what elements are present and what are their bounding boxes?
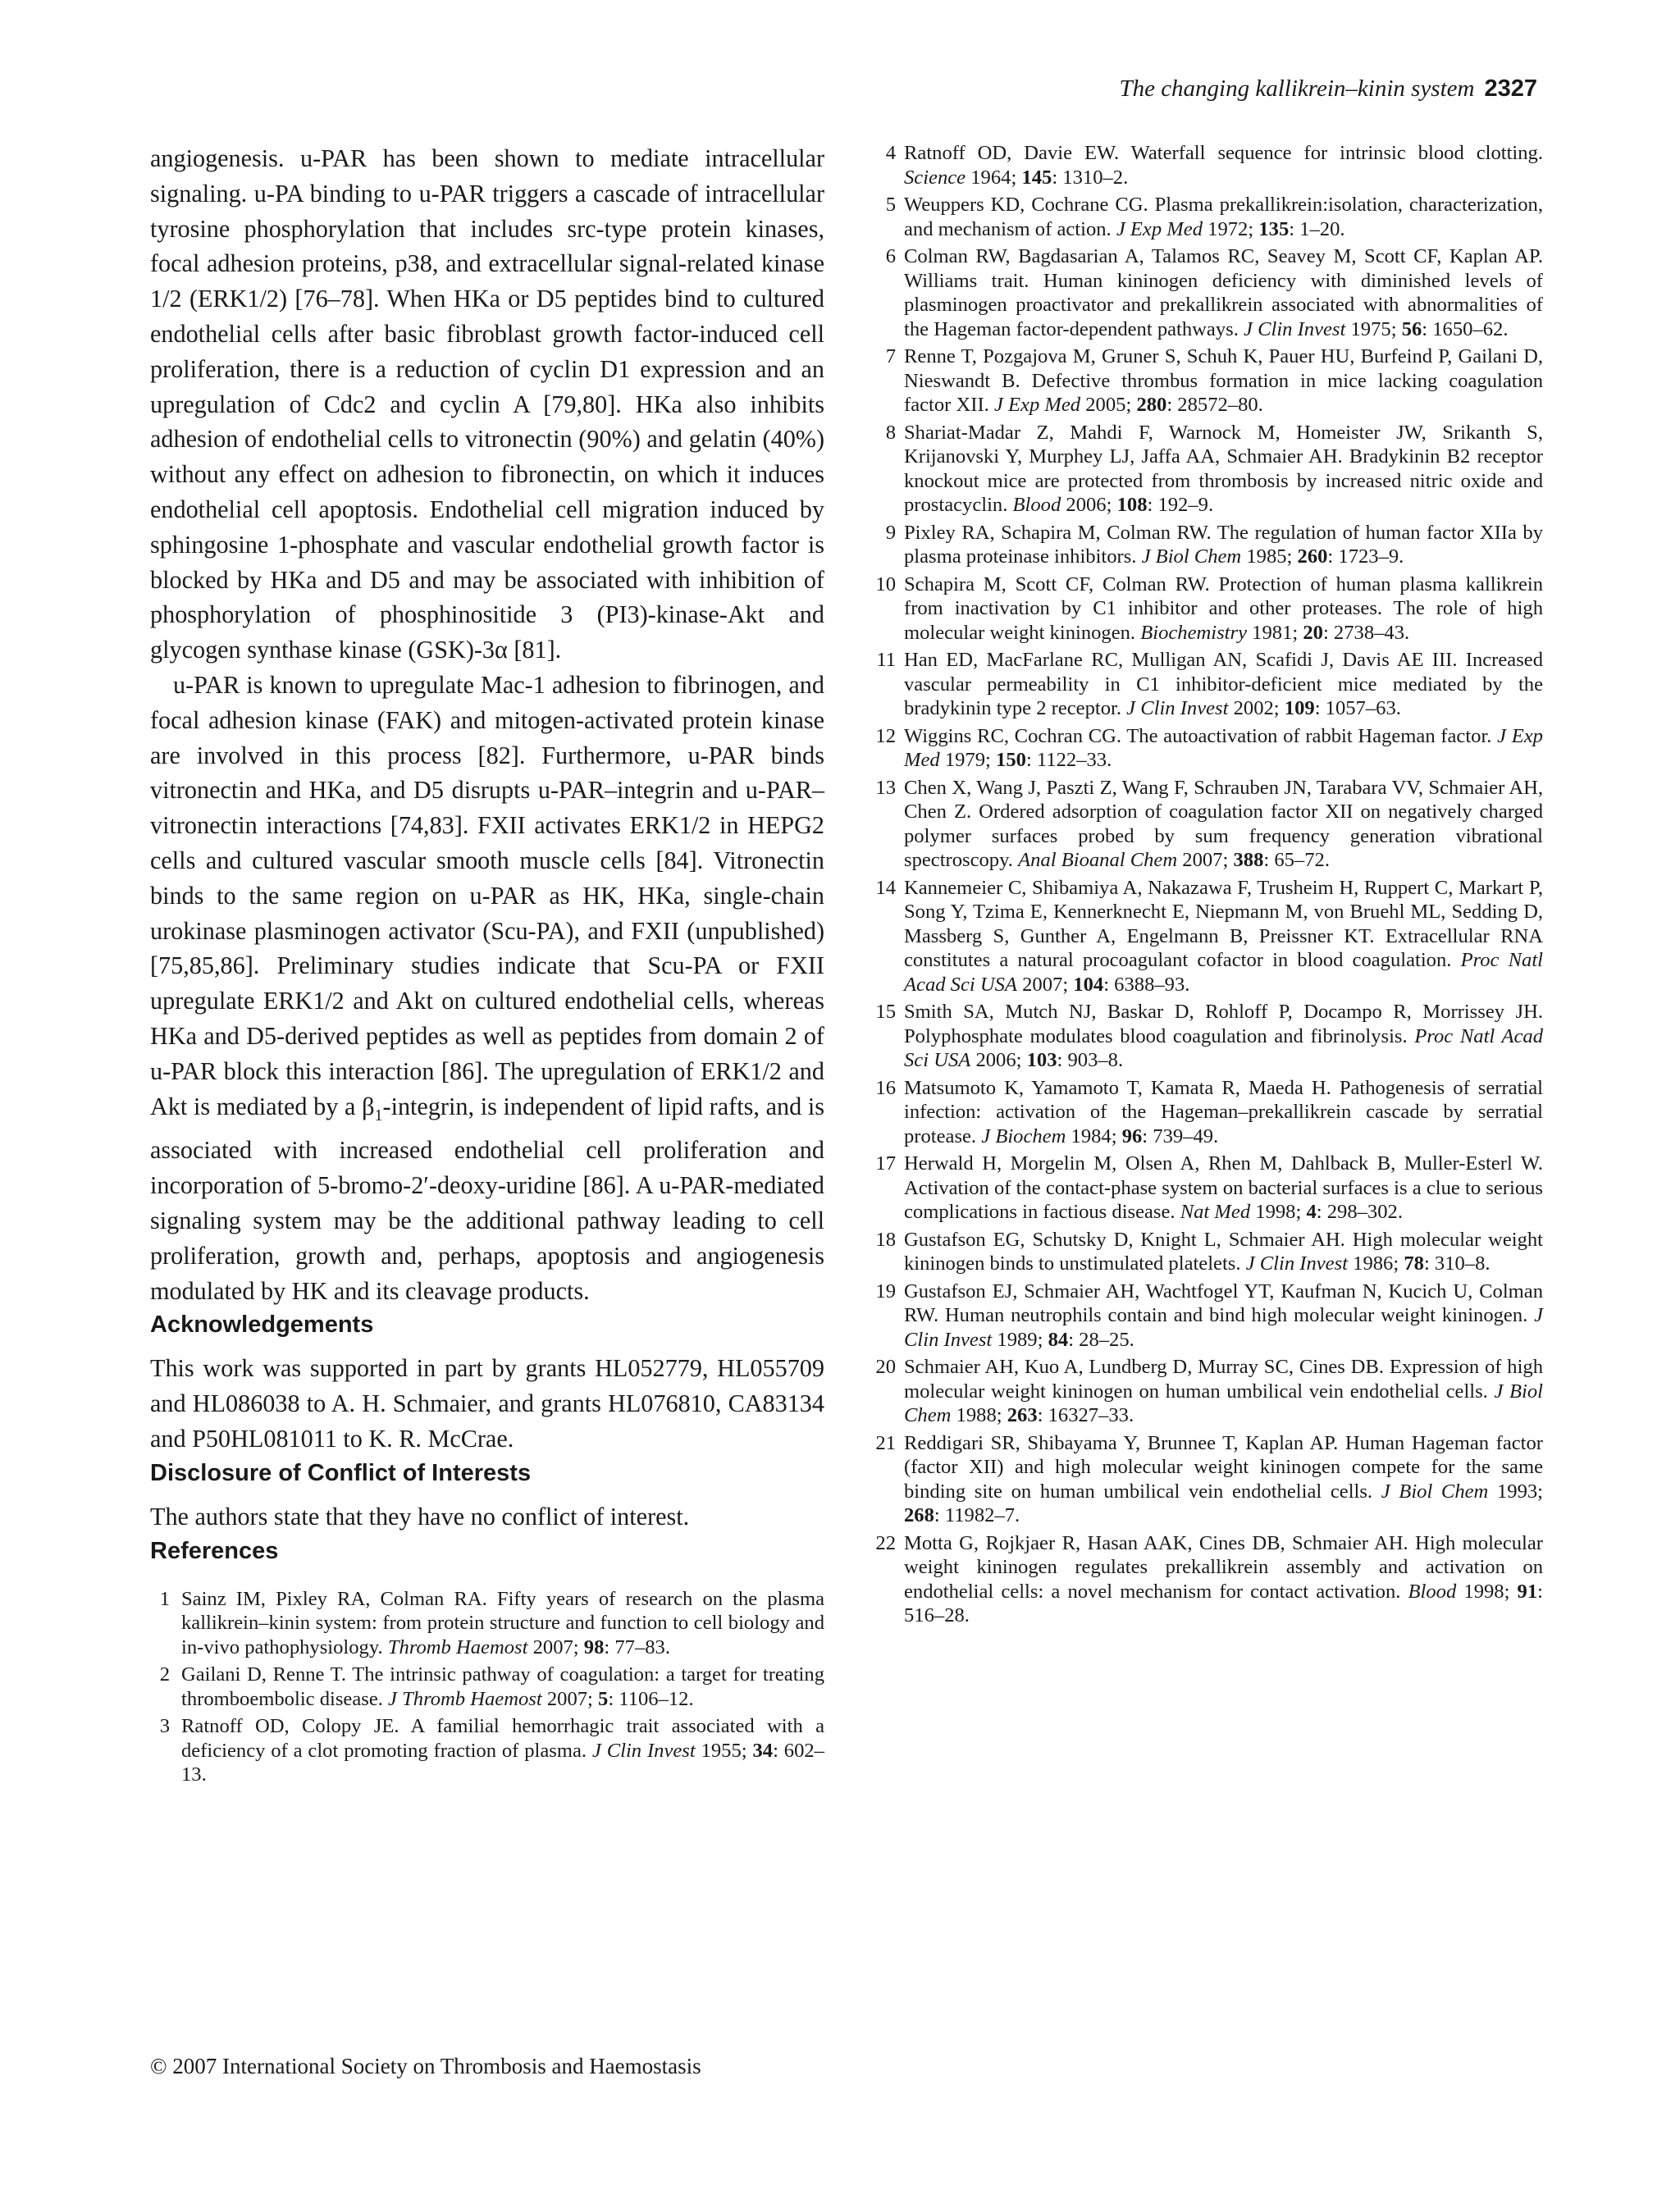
reference-item [873,244,1543,341]
reference-year: 1981; [1252,621,1299,644]
reference-journal: J Exp Med [993,394,1081,416]
reference-pages: : 1–20. [1289,217,1345,240]
reference-authors-title: Ratnoff OD, Davie EW. Waterfall sequence for intrinsic blood clotting. [904,142,1543,164]
reference-authors-title: Motta G, Rojkjaer R, Hasan AAK, Cines DB, Schmaier AH. High molecular weight kininogen regulates prekallikrein assembly and activation on endothelial cells: a novel mechanism for contact activation. [904,1531,1543,1603]
reference-number: 19 [875,1280,896,1302]
reference-volume: 96 [1121,1125,1143,1147]
reference-authors-title: Matsumoto K, Yamamoto T, Kamata R, Maeda H. Pathogenesis of serratial infection: activation of the Hageman–prekallikrein cascade by serratial protease. [904,1076,1543,1147]
reference-number: 10 [875,573,896,595]
reference-number: 22 [875,1531,896,1554]
reference-year: 1989; [997,1328,1043,1351]
reference-journal: J Clin Invest [1244,317,1346,340]
reference-authors-title: Schmaier AH, Kuo A, Lundberg D, Murray SC, Cines DB. Expression of high molecular weight kininogen on human umbilical vein endothelial cells. [904,1356,1543,1403]
reference-item [873,1228,1543,1276]
reference-number: 14 [875,876,896,899]
reference-year: 1972; [1208,217,1254,240]
reference-number: 8 [885,421,896,444]
reference-number: 11 [876,649,896,671]
reference-volume: 263 [1007,1404,1038,1426]
reference-number: 1 [159,1587,170,1610]
reference-number: 2 [159,1663,170,1686]
reference-year: 1998; [1255,1201,1302,1223]
reference-volume: 5 [598,1687,609,1710]
reference-journal: J Exp Med [904,724,1543,771]
reference-number: 4 [885,142,896,164]
reference-journal: Blood [1012,494,1061,516]
reference-volume: 280 [1136,394,1167,416]
reference-volume: 103 [1026,1049,1057,1071]
reference-item [873,141,1543,189]
running-title: The changing kallikrein–kinin system [1119,75,1475,102]
copyright-footer: © 2007 International Society on Thrombosis and Haemostasis [150,2054,701,2078]
reference-journal: J Exp Med [1116,217,1203,240]
reference-journal: J Clin Invest [904,1304,1543,1351]
reference-journal: Proc Natl Acad Sci USA [904,949,1543,996]
reference-pages: : 1106–12. [608,1687,694,1710]
reference-authors-title: Colman RW, Bagdasarian A, Talamos RC, Seavey M, Scott CF, Kaplan AP. Williams trait. Human kininogen deficiency with diminished levels of plasminogen proactivator and prekallikrein associated with abnormalities of the Hageman factor-dependent pathways. [904,245,1543,340]
reference-year: 1993; [1496,1480,1543,1503]
reference-year: 1975; [1350,317,1397,340]
reference-year: 1979; [944,749,991,771]
reference-volume: 145 [1021,166,1052,189]
reference-pages: : 298–302. [1316,1201,1403,1223]
reference-number: 16 [875,1076,896,1099]
reference-year: 2007; [532,1635,579,1658]
reference-journal: J Biochem [981,1125,1066,1147]
reference-list-left [150,1587,824,1787]
reference-number: 5 [885,194,896,216]
reference-authors-title: Han ED, MacFarlane RC, Mulligan AN, Scafidi J, Davis AE III. Increased vascular permeability in C1 inhibitor-deficient mice mediated by the bradykinin type 2 receptor. [904,649,1543,719]
reference-number: 18 [875,1228,896,1251]
reference-year: 2007; [1022,973,1069,996]
reference-journal: Science [904,166,966,189]
reference-journal: J Biol Chem [1381,1480,1489,1503]
reference-authors-title: Weuppers KD, Cochrane CG. Plasma prekallikrein:isolation, characterization, and mechanism of action. [904,194,1543,240]
reference-number: 7 [885,345,896,367]
reference-number: 17 [875,1152,896,1175]
acknowledgements-text: This work was supported in part by grants HL052779, HL055709 and HL086038 to A. H. Schmaier, and grants HL076810, CA83134 and P50HL081011 to K. R. McCrae. [150,1354,824,1453]
reference-item [873,876,1543,997]
reference-year: 2006; [1066,494,1112,516]
body-paragraph: angiogenesis. u-PAR has been shown to mediate intracellular signaling. u-PA binding to u-PAR triggers a cascade of intracellular tyrosine phosphorylation that includes src-type protein kinases, focal adhesion proteins, p38, and extracellular signal-related kinase 1/2 (ERK1/2) [76–78]. When HKa or D5 peptides bind to cultured endothelial cells after basic fibroblast growth factor-induced cell proliferation, there is a reduction of cyclin D1 expression and an upregulation of Cdc2 and cyclin A [79,80]. HKa also inhibits adhesion of endothelial cells to vitronectin (90%) and gelatin (40%) without any effect on adhesion to fibronectin, on which it induces endothelial cell apoptosis. Endothelial cell migration induced by sphingosine 1-phosphate and vascular endothelial growth factor is blocked by HKa and D5 and may be associated with inhibition of phosphorylation of phosphinositide 3 (PI3)-kinase-Akt and glycogen synthase kinase (GSK)-3α [81]. [150,144,824,664]
reference-authors-title: Kannemeier C, Shibamiya A, Nakazawa F, Trusheim H, Ruppert C, Markart P, Song Y, Tzima E, Kennerknecht E, Niepmann M, von Bruehl ML, Sedding D, Massberg S, Gunther A, Engelmann B, Preissner KT. Extracellular RNA constitutes a natural procoagulant cofactor in blood coagulation. [904,876,1543,971]
reference-authors-title: Renne T, Pozgajova M, Gruner S, Schuh K, Pauer HU, Burfeind P, Gailani D, Nieswandt B. Defective thrombus formation in mice lacking coagulation factor XII. [904,345,1543,416]
reference-journal: Blood [1408,1580,1457,1603]
reference-journal: Thromb Haemost [387,1635,528,1658]
reference-authors-title: Gustafson EJ, Schmaier AH, Wachtfogel YT, Kaufman N, Kucich U, Colman RW. Human neutrophils contain and bind high molecular weight kininogen. [904,1280,1543,1326]
reference-authors-title: Schapira M, Scott CF, Colman RW. Protection of human plasma kallikrein from inactivation by C1 inhibitor and other proteases. The role of high molecular weight kininogen. [904,573,1543,644]
reference-pages: : 28572–80. [1166,394,1263,416]
reference-pages: : 16327–33. [1037,1404,1134,1426]
reference-number: 9 [885,521,896,544]
reference-volume: 4 [1306,1201,1317,1223]
reference-journal: Nat Med [1180,1201,1251,1223]
reference-volume: 104 [1073,973,1104,996]
reference-authors-title: Smith SA, Mutch NJ, Baskar D, Rohloff P, Docampo R, Morrissey JH. Polyphosphate modulates blood coagulation and fibrinolysis. [904,1001,1543,1047]
reference-journal: J Thromb Haemost [388,1687,542,1710]
reference-year: 1955; [701,1739,747,1762]
reference-number: 15 [875,1001,896,1023]
reference-item [873,421,1543,518]
reference-volume: 56 [1401,317,1422,340]
reference-journal: J Clin Invest [591,1739,696,1762]
reference-item [873,1355,1543,1428]
reference-pages: : 11982–7. [934,1504,1020,1526]
reference-volume: 388 [1233,849,1264,871]
reference-volume: 268 [904,1504,934,1526]
references-heading: References [150,1537,279,1564]
reference-item [873,724,1543,773]
reference-authors-title: Pixley RA, Schapira M, Colman RW. The regulation of human factor XIIa by plasma proteinase inhibitors. [904,521,1543,568]
reference-item [873,1531,1543,1628]
running-head [1119,75,1537,103]
reference-item [873,573,1543,646]
conflict-text: The authors state that they have no conflict of interest. [150,1502,690,1531]
reference-volume: 98 [583,1635,605,1658]
reference-pages: : 310–8. [1423,1252,1491,1275]
reference-item [150,1714,824,1787]
reference-authors-title: Reddigari SR, Shibayama Y, Brunnee T, Kaplan AP. Human Hageman factor (factor XII) and high molecular weight kininogen compete for the same binding site on human umbilical vein endothelial cells. [904,1431,1543,1503]
reference-journal: Biochemistry [1140,621,1248,644]
reference-year: 2005; [1085,394,1132,416]
reference-year: 2007; [546,1687,593,1710]
reference-volume: 91 [1517,1580,1538,1603]
reference-pages: : 602–13. [181,1739,824,1786]
reference-number: 12 [875,724,896,747]
reference-volume: 260 [1297,545,1328,568]
reference-journal: Anal Bioanal Chem [1018,849,1178,871]
reference-year: 1988; [956,1404,1002,1426]
reference-volume: 109 [1284,697,1315,719]
reference-pages: : 28–25. [1068,1328,1134,1351]
right-column [873,141,1543,1631]
reference-pages: : 77–83. [604,1635,670,1658]
reference-year: 1998; [1463,1580,1510,1603]
reference-list-right [873,141,1543,1628]
conflict-heading: Disclosure of Conflict of Interests [150,1459,532,1486]
acknowledgements-heading: Acknowledgements [150,1312,374,1339]
reference-pages: : 192–9. [1147,494,1214,516]
reference-number: 20 [875,1356,896,1378]
reference-journal: Proc Natl Acad Sci USA [904,1024,1543,1071]
left-column [150,141,824,1791]
reference-year: 1986; [1353,1252,1399,1275]
reference-year: 1964; [970,166,1017,189]
reference-journal: J Clin Invest [1126,697,1229,719]
reference-volume: 78 [1404,1252,1424,1275]
reference-item [873,1000,1543,1073]
reference-pages: : 1122–33. [1025,749,1112,771]
reference-item [873,1280,1543,1353]
reference-number: 13 [875,776,896,799]
reference-volume: 84 [1048,1328,1069,1351]
reference-pages: : 6388–93. [1103,973,1190,996]
reference-item [873,648,1543,721]
reference-pages: : 65–72. [1263,849,1330,871]
reference-journal: J Clin Invest [1245,1252,1348,1275]
acknowledgements-section [150,1351,824,1456]
reference-volume: 20 [1303,621,1323,644]
reference-year: 1984; [1071,1125,1117,1147]
reference-item [873,193,1543,241]
reference-volume: 150 [996,749,1026,771]
reference-volume: 34 [752,1739,774,1762]
reference-year: 2007; [1182,849,1229,871]
reference-pages: : 2738–43. [1322,621,1410,644]
reference-authors-title: Ratnoff OD, Colopy JE. A familial hemorrhagic trait associated with a deficiency of a clot promoting fraction of plasma. [181,1715,824,1762]
reference-item [873,344,1543,417]
reference-authors-title: Shariat-Madar Z, Mahdi F, Warnock M, Homeister JW, Srikanth S, Krijanovski Y, Murphey LJ, Jaffa AA, Schmaier AH. Bradykinin B2 receptor knockout mice are protected from thrombosis by increased nitric oxide and prostacyclin. [904,421,1543,516]
reference-pages: : 1310–2. [1052,166,1129,189]
reference-authors-title: Gustafson EG, Schutsky D, Knight L, Schmaier AH. High molecular weight kininogen binds to unstimulated platelets. [904,1228,1543,1275]
reference-number: 3 [159,1715,170,1738]
reference-pages: : 516–28. [904,1580,1543,1626]
reference-year: 1985; [1246,545,1293,568]
reference-pages: : 1057–63. [1314,697,1401,719]
reference-year: 2006; [975,1049,1022,1071]
reference-year: 2002; [1233,697,1280,719]
reference-authors-title: Wiggins RC, Cochran CG. The autoactivation of rabbit Hageman factor. [904,724,1492,747]
reference-item [873,1152,1543,1225]
page-number: 2327 [1484,75,1537,102]
reference-volume: 135 [1258,217,1290,240]
reference-item [873,1076,1543,1149]
reference-journal: J Biol Chem [904,1380,1543,1426]
reference-pages: : 903–8. [1057,1049,1124,1071]
reference-pages: : 1723–9. [1327,545,1404,568]
reference-authors-title: Gailani D, Renne T. The intrinsic pathway of coagulation: a target for treating thromboembolic disease. [181,1663,824,1710]
reference-pages: : 1650–62. [1422,317,1509,340]
reference-authors-title: Chen X, Wang J, Paszti Z, Wang F, Schrauben JN, Tarabara VV, Schmaier AH, Chen Z. Ordered adsorption of coagulation factor XII on negatively charged polymer surfaces probed by sum frequency generation vibrational spectroscopy. [904,776,1543,871]
reference-journal: J Biol Chem [1141,545,1242,568]
reference-item [150,1663,824,1711]
reference-item [873,1431,1543,1528]
reference-number: 21 [875,1431,896,1454]
reference-pages: : 739–49. [1142,1125,1219,1147]
reference-number: 6 [885,245,896,267]
reference-item [873,521,1543,569]
reference-authors-title: Sainz IM, Pixley RA, Colman RA. Fifty years of research on the plasma kallikrein–kinin system: from protein structure and function to cell biology and in-vivo pathophysiology. [181,1587,824,1658]
reference-volume: 108 [1116,494,1148,516]
reference-item [873,776,1543,873]
conflict-section [150,1499,824,1535]
body-paragraph: u-PAR is known to upregulate Mac-1 adhesion to fibrinogen, and focal adhesion kinase (FAK) and mitogen-activated protein kinase are involved in this process [82]. Furthermore, u-PAR binds vitronectin and HKa, and D5 disrupts u-PAR–integrin and u-PAR–vitronectin interactions [74,83]. FXII activates ERK1/2 in HEPG2 cells and cultured vascular smooth muscle cells [84]. Vitronectin binds to the same region on u-PAR as HK, HKa, single-chain urokinase plasminogen activator (Scu-PA), and FXII (unpublished) [75,85,86]. Preliminary studies indicate that Scu-PA or FXII upregulate ERK1/2 and Akt on cultured endothelial cells, whereas HKa and D5-derived peptides as well as peptides from domain 2 of u-PAR block this interaction [86]. The upregulation of ERK1/2 and Akt is mediated by a $\beta_1$-integrin, is independent of lipid rafts, and is associated with increased endothelial cell proliferation and incorporation of 5-bromo-2′-deoxy-uridine [86]. A u-PAR-mediated signaling system may be the additional pathway leading to cell proliferation, growth and, perhaps, apoptosis and angiogenesis modulated by HK and its cleavage products. [150,670,824,1305]
reference-authors-title: Herwald H, Morgelin M, Olsen A, Rhen M, Dahlback B, Muller-Esterl W. Activation of the contact-phase system on bacterial surfaces is a clue to serious complications in factious disease. [904,1152,1543,1223]
reference-item [150,1587,824,1660]
body-text [150,141,824,1308]
